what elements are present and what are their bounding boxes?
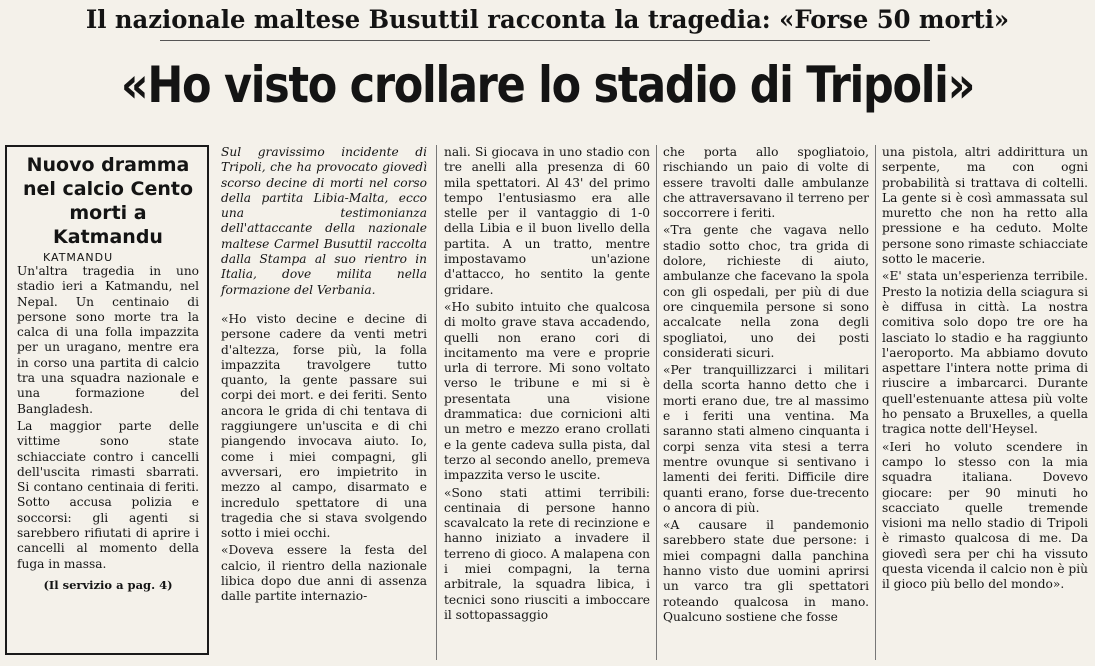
sidebar-paragraph: La maggior parte delle vittime sono state schiacciate contro i cancelli dell'uscita rimasti sbarrati. Si contano centinaia di feriti. Sotto accusa polizia e soccorsi: gli agenti si sarebbero rifiutati di aprire i cancelli al momento della fuga in massa. [17,418,199,571]
article-body [660,145,872,625]
article-paragraph: «Doveva essere la festa del calcio, il rientro della nazionale libica dopo due anni di assenza dalle partite internazio- [221,543,427,604]
sidebar-box [5,145,209,655]
sidebar-dateline: KATMANDU [43,251,114,264]
article-column-2 [441,145,653,660]
article-paragraph: «Tra gente che vagava nello stadio sotto choc, tra grida di dolore, richieste di aiuto, ambulanze che facevano la spola con gli ospedali, per più di due ore cinquemila persone si sono accalcate nella zona degli spogliatoi, uno dei posti considerati sicuri. [663,223,869,360]
article-paragraph: nali. Si giocava in uno stadio con tre anelli alla presenza di 60 mila spettatori. Al 43' del primo tempo l'entusiasmo era alle stelle per il vantaggio di 1-0 della Libia e il buon livello della partita. A un tratto, mentre impostavamo un'azione d'attacco, ho sentito la gente gridare. [444,145,650,297]
sidebar-body [17,264,199,572]
column-separator [656,145,657,660]
kicker-rule [160,40,930,41]
article-intro [218,145,430,298]
article-body [441,145,653,623]
article-column-4 [879,145,1091,660]
column-separator [436,145,437,660]
article-paragraph: una pistola, altri addirittura un serpente, ma con ogni probabilità si trattava di coltelli. La gente si è così ammassata sul muretto che non ha retto alla pressione e ha ceduto. Molte persone sono rimaste schiacciate sotto le macerie. [882,145,1088,267]
main-headline: «Ho visto crollare lo stadio di Tripoli» [120,56,975,114]
article-paragraph: «Ieri ho voluto scendere in campo lo stesso con la mia squadra italiana. Dovevo giocare: per 90 minuti ho scacciato quelle tremende visioni ma nello stadio di Tripoli è rimasto qualcosa di me. Da giovedì sera per chi ha vissuto questa vicenda il calcio non è più il gioco più bello del mondo». [882,439,1088,592]
article-paragraph: che porta allo spogliatoio, rischiando un paio di volte di essere travolti dalle ambulanze che attraversavano il terreno per soccorrere i feriti. [663,145,869,221]
column-separator [875,145,876,660]
sidebar-paragraph: Un'altra tragedia in uno stadio ieri a Katmandu, nel Nepal. Un centinaio di persone sono morte tra la calca di una folla impazzita per un uragano, mentre era in corso una partita di calcio tra una squadra nazionale e una formazione del Bangladesh. [17,264,199,416]
article-paragraph: «E' stata un'esperienza terribile. Presto la notizia della sciagura si è diffusa in città. La nostra comitiva solo dopo tre ore ha lasciato lo stadio e ha raggiunto l'aeroporto. Ma abbiamo dovuto aspettare l'intera notte prima di riuscire a imbarcarci. Durante quell'estenuante attesa più volte ho pensato a Bruxelles, a quella tragica notte dell'Heysel. [882,269,1088,437]
article-paragraph: «Per tranquillizzarci i militari della scorta hanno detto che i morti erano due, tre al massimo e i feriti una ventina. Ma saranno stati almeno cinquanta i corpi senza vita stesi a terra mentre ovunque si sentivano i lamenti dei feriti. Difficile dire quanti erano, forse due-trecento o ancora di più. [663,363,869,515]
article-column-3 [660,145,872,660]
article-column-1 [218,145,430,660]
intro-paragraph: Sul gravissimo incidente di Tripoli, che ha provocato giovedì scorso decine di morti nel corso della partita Libia-Malta, ecco una testimonianza dell'attaccante della nazionale maltese Carmel Busuttil raccolta dalla Stampa al suo rientro in Italia, dove milita nella formazione del Verbania. [221,145,427,297]
sidebar-page-reference: (Il servizio a pag. 4) [43,577,173,592]
article-paragraph: «Ho visto decine e decine di persone cadere da venti metri d'altezza, forse più, la folla impazzita travolgere tutto quanto, la gente passare sui corpi dei mort. e dei feriti. Sento ancora le grida di chi tentava di raggiungere un'uscita e di chi piangendo invocava aiuto. Io, come i miei compagni, gli avversari, ero impietrito in mezzo al campo, disarmato e incredulo spettatore di una tragedia che si stava svolgendo sotto i miei occhi. [221,311,427,541]
kicker-headline: Il nazionale maltese Busuttil racconta la tragedia: «Forse 50 morti» [85,5,1010,34]
article-body [879,145,1091,593]
article-body [218,312,430,605]
sidebar-title: Nuovo dramma nel calcio Cento morti a Katmandu [22,154,194,248]
article-paragraph: «Ho subito intuito che qualcosa di molto grave stava accadendo, quelli non erano cori di incitamento ma vere e proprie urla di terrore. Mi sono voltato verso le tribune e mi si è presentata una visione drammatica: due cornicioni alti un metro e mezzo erano crollati e la gente cadeva sulla pista, dal terzo al secondo anello, premeva impazzita verso le uscite. [444,299,650,483]
article-paragraph: «A causare il pandemonio sarebbero state due persone: i miei compagni dalla panchina hanno visto due uomini aprirsi un varco tra gli spettatori roteando qualcosa in mano. Qualcuno sostiene che fosse [663,518,869,624]
article-paragraph: «Sono stati attimi terribili: centinaia di persone hanno scavalcato la rete di recinzione e hanno iniziato a invadere il terreno di gioco. A malapena con i miei compagni, la terna arbitrale, la squadra libica, i tecnici sono riusciti a imboccare il sottopassaggio [444,485,650,622]
